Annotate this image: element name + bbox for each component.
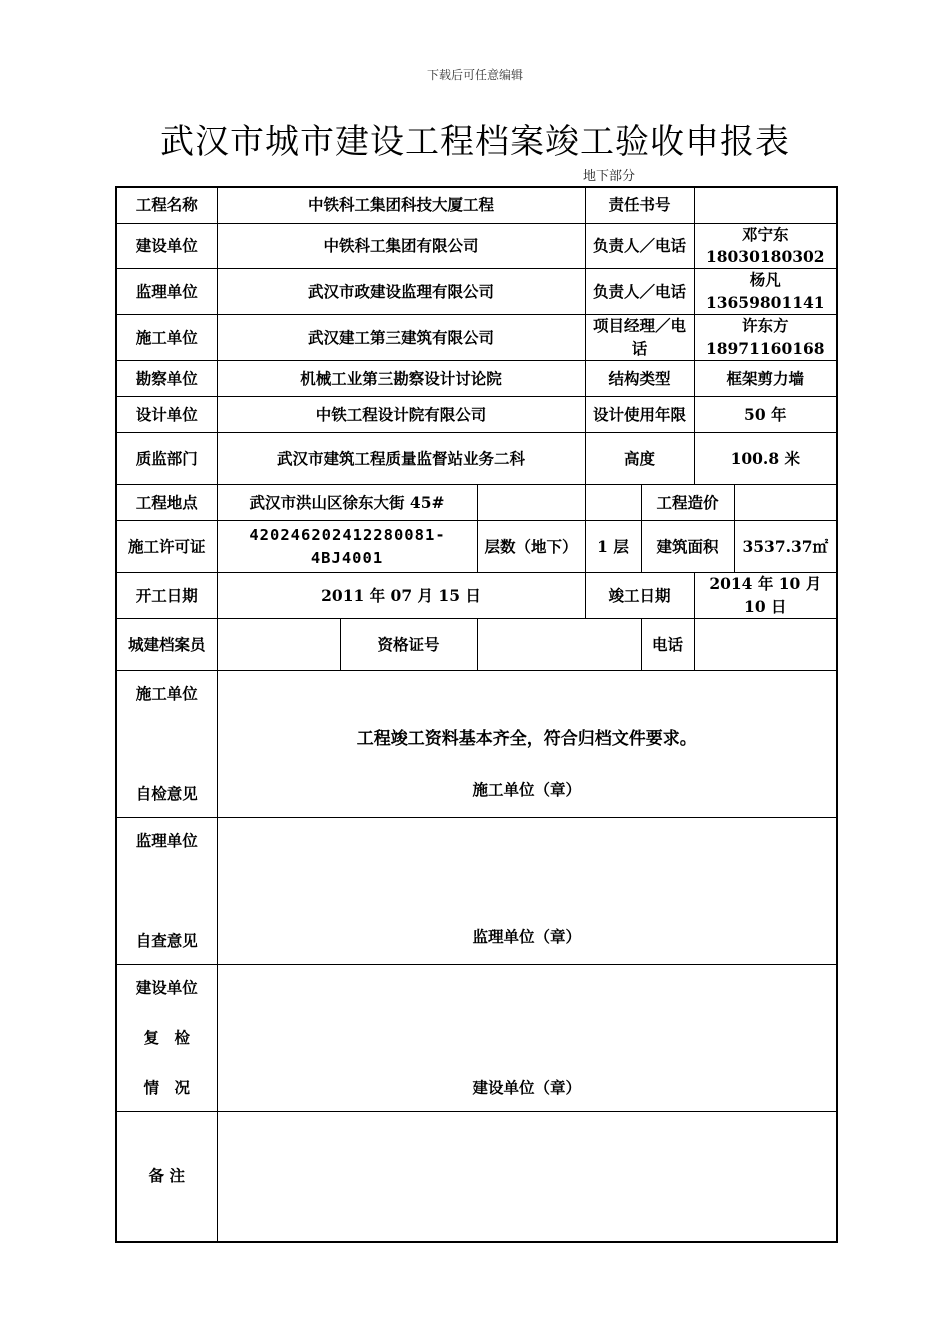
label-supervisor-contact: 负责人／电话 — [585, 269, 694, 315]
value-design-life: 50 年 — [694, 397, 837, 433]
row-project-name — [116, 187, 837, 223]
value-survey: 机械工业第三勘察设计讨论院 — [217, 361, 585, 397]
supervisor-check-label-cell — [116, 818, 217, 965]
label-floors: 层数（地下） — [477, 521, 585, 573]
builder-review-seal: 建设单位（章） — [472, 1078, 582, 1098]
label-phone: 电话 — [641, 619, 694, 671]
value-project-cost — [734, 485, 837, 521]
label-builder: 建设单位 — [116, 223, 217, 269]
value-height: 100.8 米 — [694, 433, 837, 485]
value-builder-contact: 邓宁东 18030180302 — [694, 223, 837, 269]
row-quality — [116, 433, 837, 485]
row-design — [116, 397, 837, 433]
value-certificate-no — [477, 619, 641, 671]
value-responsibility-no — [694, 187, 837, 223]
value-design: 中铁工程设计院有限公司 — [217, 397, 585, 433]
header-note: 下载后可任意编辑 — [426, 68, 523, 82]
value-floors: 1 层 — [585, 521, 641, 573]
row-location — [116, 485, 837, 521]
value-quality: 武汉市建筑工程质量监督站业务二科 — [217, 433, 585, 485]
self-check-seal: 施工单位（章） — [472, 780, 582, 800]
empty-cell — [585, 485, 641, 521]
value-start-date: 2011 年 07 月 15 日 — [217, 573, 585, 619]
remarks-label: 备 注 — [116, 1112, 217, 1242]
label-project-cost: 工程造价 — [641, 485, 734, 521]
builder-review-label-1: 建设单位 — [135, 978, 198, 998]
empty-cell — [477, 485, 585, 521]
row-permit — [116, 521, 837, 573]
label-design-life: 设计使用年限 — [585, 397, 694, 433]
value-constructor: 武汉建工第三建筑有限公司 — [217, 315, 585, 361]
label-quality: 质监部门 — [116, 433, 217, 485]
label-certificate-no: 资格证号 — [340, 619, 477, 671]
self-check-label-cell — [116, 671, 217, 818]
value-supervisor-contact: 杨凡 13659801141 — [694, 269, 837, 315]
self-check-label-bottom: 自检意见 — [135, 784, 198, 804]
label-start-date: 开工日期 — [116, 573, 217, 619]
self-check-label-top: 施工单位 — [135, 684, 198, 704]
label-supervisor: 监理单位 — [116, 269, 217, 315]
builder-review-label-3: 情 况 — [143, 1078, 190, 1098]
value-completion-date: 2014 年 10 月 10 日 — [694, 573, 837, 619]
value-project-name: 中铁科工集团科技大厦工程 — [217, 187, 585, 223]
label-archivist: 城建档案员 — [116, 619, 217, 671]
label-location: 工程地点 — [116, 485, 217, 521]
row-dates — [116, 573, 837, 619]
row-builder-review — [116, 965, 837, 1112]
value-permit: 4202462024122800814BJ4001 — [217, 521, 477, 573]
label-constructor: 施工单位 — [116, 315, 217, 361]
label-height: 高度 — [585, 433, 694, 485]
page-subtitle: 地下部分 — [583, 169, 636, 184]
supervisor-check-opinion-cell — [217, 818, 837, 965]
value-location: 武汉市洪山区徐东大街 45# — [217, 485, 477, 521]
builder-review-label-cell — [116, 965, 217, 1112]
value-phone — [694, 619, 837, 671]
row-supervisor-check — [116, 818, 837, 965]
row-archivist — [116, 619, 837, 671]
label-builder-contact: 负责人／电话 — [585, 223, 694, 269]
row-survey — [116, 361, 837, 397]
value-project-manager: 许东方 18971160168 — [694, 315, 837, 361]
builder-review-label-2: 复 检 — [143, 1028, 190, 1048]
value-supervisor: 武汉市政建设监理有限公司 — [217, 269, 585, 315]
value-structure-type: 框架剪力墙 — [694, 361, 837, 397]
label-project-name: 工程名称 — [116, 187, 217, 223]
remarks-value — [217, 1112, 837, 1242]
value-building-area: 3537.37㎡ — [734, 521, 837, 573]
label-survey: 勘察单位 — [116, 361, 217, 397]
label-structure-type: 结构类型 — [585, 361, 694, 397]
label-responsibility-no: 责任书号 — [585, 187, 694, 223]
supervisor-check-seal: 监理单位（章） — [472, 927, 582, 947]
value-builder: 中铁科工集团有限公司 — [217, 223, 585, 269]
builder-review-opinion-cell — [217, 965, 837, 1112]
value-archivist — [217, 619, 340, 671]
application-form-table — [115, 186, 838, 1243]
label-completion-date: 竣工日期 — [585, 573, 694, 619]
self-check-opinion-cell — [217, 671, 837, 818]
row-constructor — [116, 315, 837, 361]
label-building-area: 建筑面积 — [641, 521, 734, 573]
label-project-manager: 项目经理／电话 — [585, 315, 694, 361]
row-builder — [116, 223, 837, 269]
row-self-check — [116, 671, 837, 818]
row-supervisor — [116, 269, 837, 315]
label-permit: 施工许可证 — [116, 521, 217, 573]
label-design: 设计单位 — [116, 397, 217, 433]
supervisor-check-label-top: 监理单位 — [135, 831, 198, 851]
page-title: 武汉市城市建设工程档案竣工验收申报表 — [160, 122, 790, 162]
row-remarks — [116, 1112, 837, 1242]
supervisor-check-label-bottom: 自查意见 — [135, 931, 198, 951]
self-check-opinion-text: 工程竣工资料基本齐全，符合归档文件要求。 — [356, 729, 697, 750]
